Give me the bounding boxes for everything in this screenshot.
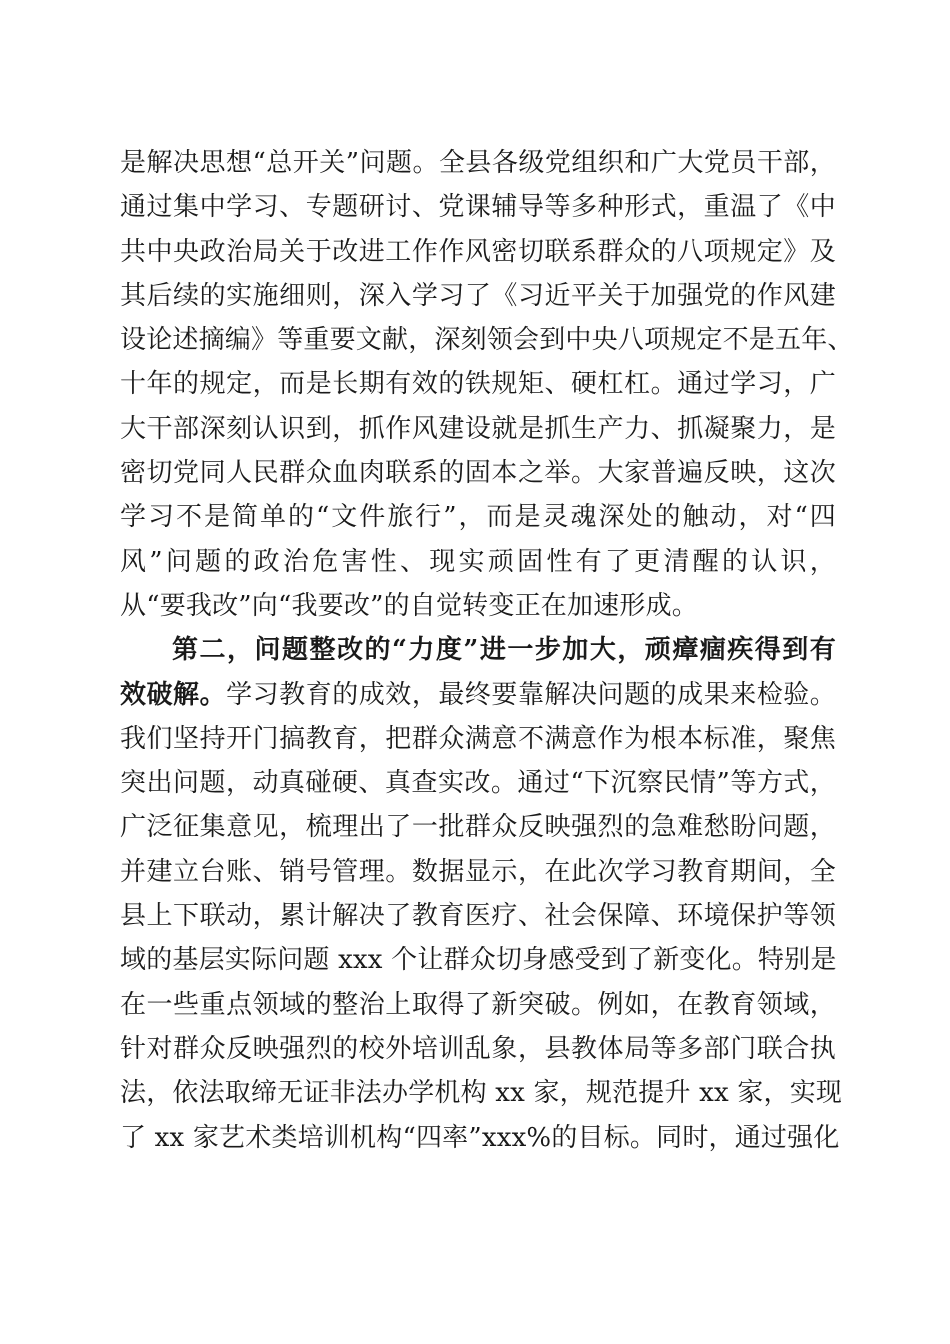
paragraph-2-line-6: 并建立台账、销号管理。数据显示，在此次学习教育期间，全	[120, 856, 836, 887]
paragraph-2-line-5: 广泛征集意见，梳理出了一批群众反映强烈的急难愁盼问题，	[120, 812, 836, 843]
paragraph-1-line-9: 学习不是简单的“文件旅行”，而是灵魂深处的触动，对“四	[120, 502, 836, 533]
paragraph-2-heading-part-1: 第二，问题整改的“力度”进一步加大，顽瘴痼疾得到有	[172, 635, 836, 666]
paragraph-1-line-7: 大干部深刻认识到，抓作风建设就是抓生产力、抓凝聚力，是	[120, 413, 836, 444]
paragraph-2-line-3: 我们坚持开门搞教育，把群众满意不满意作为根本标准，聚焦	[120, 723, 836, 754]
paragraph-2-line-2	[120, 673, 836, 717]
paragraph-2-line-1	[120, 628, 836, 672]
paragraph-2-line-9: 在一些重点领域的整治上取得了新突破。例如，在教育领域，	[120, 989, 836, 1020]
paragraph-1-line-1: 是解决思想“总开关”问题。全县各级党组织和广大党员干部，	[120, 148, 836, 178]
paragraph-2-line-10: 针对群众反映强烈的校外培训乱象，县教体局等多部门联合执	[120, 1033, 836, 1064]
paragraph-1-line-8: 密切党同人民群众血肉联系的固本之举。大家普遍反映，这次	[120, 458, 836, 489]
paragraph-1-line-3: 共中央政治局关于改进工作作风密切联系群众的八项规定》及	[120, 236, 836, 267]
paragraph-2-line-4: 突出问题，动真碰硬、真查实改。通过“下沉察民情”等方式，	[120, 768, 836, 799]
paragraph-1-line-5: 设论述摘编》等重要文献，深刻领会到中央八项规定不是五年、	[120, 325, 854, 356]
paragraph-2-line-2-rest: 学习教育的成效，最终要靠解决问题的成果来检验。	[226, 679, 836, 710]
paragraph-1-line-2: 通过集中学习、专题研讨、党课辅导等多种形式，重温了《中	[120, 192, 836, 223]
paragraph-2-line-12: 了 xx 家艺术类培训机构“四率”xxx%的目标。同时，通过强化	[120, 1122, 840, 1153]
paragraph-2-line-7: 县上下联动，累计解决了教育医疗、社会保障、环境保护等领	[120, 901, 836, 932]
paragraph-1-line-11: 从“要我改”向“我要改”的自觉转变正在加速形成。	[120, 590, 698, 621]
paragraph-1-line-10: 风”问题的政治危害性、现实顽固性有了更清醒的认识，	[120, 546, 836, 577]
paragraph-1-line-6: 十年的规定，而是长期有效的铁规矩、硬杠杠。通过学习，广	[120, 369, 836, 400]
paragraph-2-line-8: 域的基层实际问题 xxx 个让群众切身感受到了新变化。特别是	[120, 945, 837, 976]
paragraph-1-line-4: 其后续的实施细则，深入学习了《习近平关于加强党的作风建	[120, 280, 836, 311]
paragraph-2-heading-part-2: 效破解。	[120, 679, 227, 710]
paragraph-2-line-11: 法，依法取缔无证非法办学机构 xx 家，规范提升 xx 家，实现	[120, 1078, 843, 1109]
document-body	[120, 141, 854, 1160]
